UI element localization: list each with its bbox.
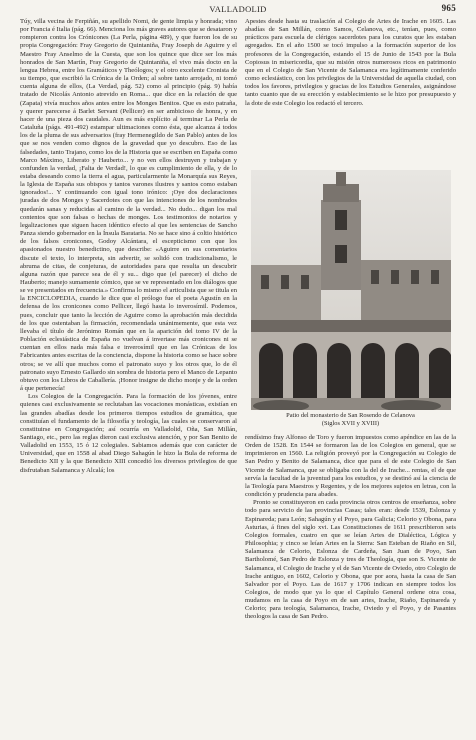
right-bottom-paragraph-2: Pronto se constituyeron en cada provincia otros centros de enseñanza, sobre todo para servicio de las provincias Casas; tales eran: desde 1539, Eslonza y Espinareda; para León; Sahagún y el Poyo, para Galicia; Celorio y Obona, para Asturias, á fines del siglo xvi. Las Constituciones de 1611 prescribieron seis Colegios formales, cuatro en que se leían Artes de Dialéctica, Lógica y Philosophia; y cinco se leían Artes en la Sierra: San Esteban de Riaño en Sil, Salamanca de Celorio, Eslonza de Cardeña, San Juan de Poyo, San Bartholomé, San Pedro de Eslonza y tres de Theología, que son S. Vicente de Salamanca, el Colegio de Irache y el de San Vicente de Oviedo, otro Colegio de Irache antiguo, en 1602, Celorio y Obona, que por aora, hasta la casa de San Salvador por el Poyo. Las de 1617 y 1706 indican en siempre todos los Colegios, de modo que ya lo que el Capítulo General ordene otra cosa, mudamos en la casa de Poyo en de san artes, Irache, Riaño, Espinareda y Celorio; para teología, Salamanca, Irache, Oviedo y el Poyo, y de Pasantes theologos la casa de San Pedro. (245, 499, 456, 621)
caption-line-2: (Siglos XVII y XVIII) (321, 419, 380, 427)
caption-line-1: Patio del monasterio de San Rosendo de Celanova (286, 412, 415, 419)
running-title: VALLADOLID (209, 4, 267, 14)
left-column (20, 18, 237, 723)
monastery-photo (251, 170, 451, 410)
photo-caption (245, 412, 456, 427)
left-paragraph-2: Los Colegios de la Congregación. Para la formación de los jóvenes, entre quienes casi exclusivamente se reclutaban las vocaciones monásticas, existían en las grandes abadías desde los primeros tiempos estudios de gramática, que constituían el fundamento de la filosofía y teología, las cuales se conservaron al constituirse en Congregación; así ocurría en Valladolid, Oña, San Millán, Santiago, etc., pero las reglas dieron casi exclusiva atención, y por San Benito de Valladolid en 1553, 15 ó 12 colegiales. Sabiamos además que con carácter de Universidad, que en 1558 al abad Diego Sahagún le hizo la Bula de reforma de Benedicto XII y la que Benedicto XIII concedió los diversos privilegios de que disfrutaban Salamanca y Alcalá; los (20, 393, 237, 474)
right-bottom-paragraph-1: rendísimo fray Alfonso de Toro y fueron impuestos como apéndice en las de la Orden de 1528. En 1544 se formaron las de los Colegios en general, que se imprimieron en 1560. La religión proveyó por la Congregación su Colegio de San Pedro y Benito de Salamanca, dice que para el de este Colegio de San Vicente de Salamanca, que se obligaba con la del de Irache... rentas, el de que servía la facultad de la juventud para los estudios, y se destinó así la ciencia de la Teología para Maestros y Regentes, y de los mejores sujetos en letras, con la condición y prudencia para abades. (245, 434, 456, 499)
right-column-top (245, 18, 456, 170)
page-header (20, 2, 456, 16)
right-column-bottom (245, 434, 456, 719)
page-number: 965 (441, 3, 456, 13)
right-top-paragraph: Apestes desde hasta su traslación al Colegio de Artes de Irache en 1605. Las abadías de San Millán, como Samos, Celanova, etc., tenían, pues, como prácticos para escuela de clérigos sacerdotes para los curatos que les estaban agregados. En el año 1500 se tocó impulso a la formación superior de los profesores de la Congregación, estando el 15 de Junio de 1543 por la Bula Copiosus in misericordia, que su misión otros numerosos ricos en patrimonio que en el Colegio de San Vicente de Salamanca era legítimamente conferido como eclesiástico, con los privilegios de la Universidad de aquella ciudad, con todos los favores, privilegios y gracias de los Estudios Generales, asignándose tanto cuanto que de su erección y establecimiento se le hizo por presupuesto y la dote de este Colegio los redactó el tercero. (245, 18, 456, 107)
left-paragraph-1: Túy, villa vecina de Ferpiñán, su apellido Nomi, de gente limpia y honrada; vino por Francia é Italia (pág. 66). Menciona los más graves autores que se desataron y rompieron contra los Crónicones (La Perla, página 489), y que fueron los de su propia Congregación: Fray Gregorio de Quintaniña, Fray Joseph de Aguirre y el Maestro Fray Anselmo de la Cuesta, que son los quince que dice ser los más honrados de San Martín, Fray Gregorio de Quintaniña, el vivo más docto en la lengua Hebrea, entre los Gramáticos y Theólogos; y el otro excelente Cronista de su tiempo, que escribió la Crónica de la Orden; al sobre tanto arrojado, ni tomó cuenta alguna de ellos, (La Verdad, pág. 52) como al principio (pág. 9) había tratado de Nicolás Antonio atrevido en Roma... que dice en la relación de que (Zapata) vivía muchos años antes entre los Monges Benitos. Que es esto patraña, y querer parecerse á Barlet Servant (Pellicer) en ser ambicioso de honra, y en hacer de una pieza dos caudales. Aun es más explícito al terminar La Perla de Cataluña (págs. 491-492) estampar ultimaciones como ésta, que alcanza á todos los de la pluma de sus adversarios (fray Hermenegildo de San Pablo) antes de los que se nos venden como dignos de la gravedad que yo descubro. Eso de las falsedades, tanto Trajano, como los de la Historia que se escriben en España como Marco Máximo, Liberato y Hauberto... y no ven ellos destruyen y trabajan y confunden la verdad, ¡Falta de Verdad!, lo que es cumplimiento de ella, y de lo estaba deseando como la tierra el agua, particularmente la Monarquía sus Reyes, la Iglesia de España sus obispos y tantos varones ilustres y santos como estaban ignorados!... Y continuando con igual tono irónico: ¡Oye dos declaraciones juradas de dos Monges y Sacerdotes con que las intenciones de los nombrados quedarán sanas y reducidas al camino de la verdad... No dudo... digan los mal contentos que son falsas o hechas de monges. Los testimonios de notarios y legalizaciones que siguen hacen idéntico efecto al que les sentencias de Sancho Panza siendo gobernador en la Ínsula Barataria. No se hace sino á coltio histórico de los falsos cronicones, Godoy Alcántara, el escepticismo con que los apasionados nuestro benedictino, que describe: «Aguirre en sus comentarios discute el texto, lo interpreta, sin advertir, se solidó con tradicionalismo, le abruma de citas, de conjeturas, de autoridades para que resulta un descubrir alguna razón que parece sea de él y su... digo que (el parecer) el dicho de Hauberto; manejo sumamente cómico, que se ve representado en los diálogos que se ve presentados en frecuencia.» Confirma lo mismo el articulista que se titula en la ENCICLOPEDIA, cuando le dice que el prólogo fue el poeta Agustín en la defensa de los cronicones como Pellicer, llegó hasta lo inverosímil. Podemos, pues, concluir que tanto la lección de Aguirre como la aprobación más decidida de los que ostentaban la firmación, recomendada unánimemente, que esta vez llevaba el título de Jerónimo Román que en la aparición del tomo IV de la Población eclesiástica de España no vuelvan á invertase más cronicones ni se cuentan en ellos nada más falsa e inverosímil que en las Crónicas de los Fabricantes antes escritas de la conciencia, dispone la historia como se hace sobre otros; se ve allí que muchos como el patronato suyo y los otros que, lo de él patronato suyo Ernesto Gallardo sin sombra de historia pero el Manco de Lepanto obtuvo con los Libros de Caballería. ¡Honor insigne de dicho monje y de la orden á que pertenecía! (20, 18, 237, 393)
